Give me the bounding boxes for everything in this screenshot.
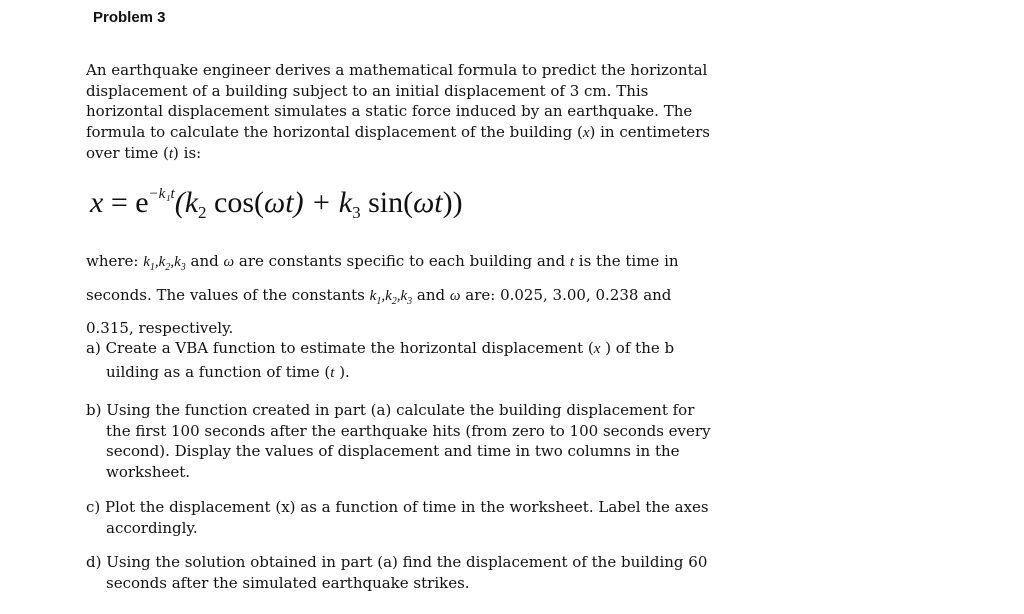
omega-symbol: ω [223, 254, 235, 270]
time-symbol: t [569, 254, 575, 270]
part-c: c) Plot the displacement (x) as a function of time in the worksheet. Label the axes accordingly. [86, 498, 709, 537]
formula-exponent: −k₁t [148, 186, 175, 202]
intro-text-mid: ) in centimeters over time ( [86, 122, 710, 162]
part-b: b) Using the function created in part (a) calculate the building displacement for the first 100 seconds after the earthquake hits (from zero to 100 seconds every second). Display the values of displacement and time in two columns in the worksheet. [86, 401, 711, 481]
formula-plus: ) + k [293, 186, 353, 219]
constant-list-2: $k_1,k_2,k_3$ [369, 287, 413, 307]
where-and-2: and [412, 285, 450, 304]
displacement-formula [90, 186, 463, 223]
constant-list-1: $k_1,k_2,k_3$ [143, 254, 186, 273]
where-rest2: is the time in seconds. The values of the constants [86, 252, 679, 304]
formula-sin: sin( [360, 186, 414, 219]
formula-close: )) [442, 186, 463, 219]
where-rest1: are constants specific to each building and [234, 252, 570, 270]
part-a: a) Create a VBA function to estimate the horizontal displacement (x ) of the b uilding as a function of time (t ). [86, 339, 675, 381]
part-d: d) Using the solution obtained in part (a) find the displacement of the building 60 seconds after the simulated earthquake strikes. [86, 553, 708, 592]
formula-omega-t: ωt [264, 186, 294, 219]
formula-eq: = e [103, 186, 149, 219]
problem-title: Problem 3 [93, 9, 166, 26]
intro-text-end: ) is: [173, 144, 202, 162]
formula-omega-t-2: ωt [413, 186, 443, 219]
formula-cos: cos( [206, 186, 265, 219]
formula-lhs: x [90, 186, 104, 219]
where-rest3: are: 0.025, 3.00, 0.238 and 0.315, respectively. [86, 285, 672, 337]
var-t: t [168, 146, 174, 162]
where-prefix: where: [86, 252, 144, 270]
formula-sub3: 3 [352, 203, 361, 222]
intro-paragraph [86, 60, 726, 165]
formula-open: (k [174, 186, 199, 219]
formula-sub2: 2 [198, 203, 207, 222]
constants-paragraph [86, 248, 716, 343]
omega-symbol-2: ω [449, 287, 461, 304]
intro-text: An earthquake engineer derives a mathematical formula to predict the horizontal displacement of a building subject to an initial displacement of 3 cm. This horizontal displacement simulates a static force induced by an earthquake. The formula to calculate the horizontal displacement of the building ( [86, 61, 708, 141]
var-x: x [582, 124, 590, 141]
where-and: and [185, 252, 224, 270]
